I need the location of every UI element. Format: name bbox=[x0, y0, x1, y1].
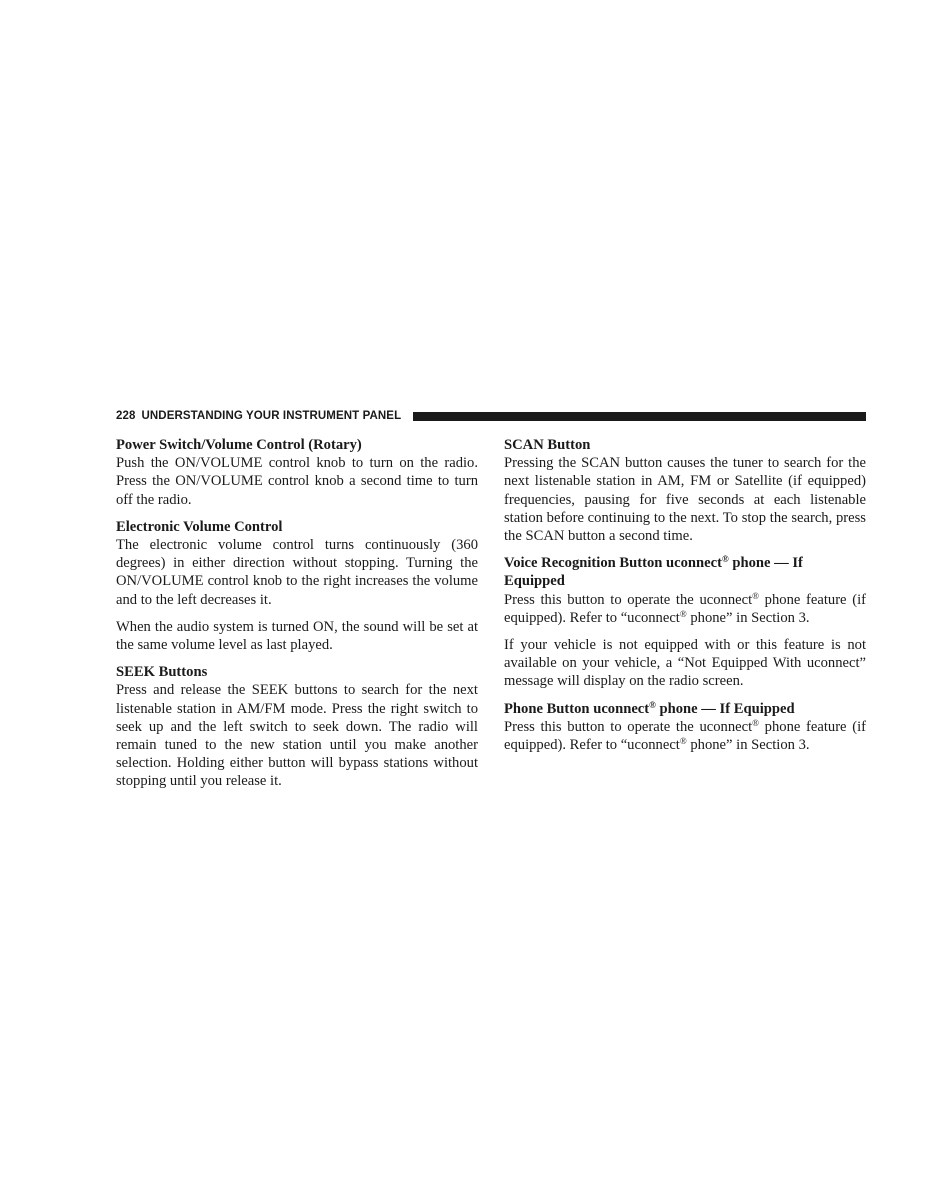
header-text bbox=[116, 410, 407, 422]
scan-heading: SCAN Button bbox=[504, 437, 591, 453]
page-header bbox=[116, 409, 866, 423]
registered-mark: ® bbox=[679, 736, 687, 747]
power-switch-body: Push the ON/VOLUME control knob to turn on the radio. Press the ON/VOLUME control knob a second time to turn off the radio. bbox=[116, 455, 478, 508]
phone-body-part-1: Press this button to operate the uconnect bbox=[504, 718, 753, 735]
voice-recognition-heading bbox=[504, 554, 866, 590]
seek-heading: SEEK Buttons bbox=[116, 664, 208, 681]
section-title: UNDERSTANDING YOUR INSTRUMENT PANEL bbox=[141, 410, 402, 422]
phone-heading-part-1: Phone Button uconnect bbox=[504, 700, 650, 717]
left-column bbox=[116, 436, 478, 800]
scan-section bbox=[504, 436, 866, 545]
electronic-volume-body: The electronic volume control turns continuously (360 degrees) in either direction without stopping. Turning the ON/VOLUME control knob to the right increases the volume and to the left decreases it. bbox=[116, 537, 478, 608]
registered-mark: ® bbox=[679, 608, 687, 619]
seek-section bbox=[116, 663, 478, 790]
voice-recognition-body-2: If your vehicle is not equipped with or this feature is not available on your vehicle, a “Not Equipped With uconnect” message will display on the radio screen. bbox=[504, 637, 866, 690]
header-rule bbox=[413, 412, 866, 421]
power-switch-section bbox=[116, 436, 478, 509]
electronic-volume-section bbox=[116, 518, 478, 654]
electronic-volume-heading: Electronic Volume Control bbox=[116, 518, 283, 535]
registered-mark: ® bbox=[649, 699, 656, 710]
phone-button-heading bbox=[504, 700, 866, 718]
power-switch-heading: Power Switch/Volume Control (Rotary) bbox=[116, 437, 362, 453]
electronic-volume-body-2: When the audio system is turned ON, the sound will be set at the same volume level as last played. bbox=[116, 618, 478, 654]
phone-button-section bbox=[504, 700, 866, 755]
phone-heading-part-2: phone — If Equipped bbox=[655, 700, 795, 717]
scan-body: Pressing the SCAN button causes the tuner to search for the next listenable station in AM, FM or Satellite (if equipped) frequencies, pausing for five seconds at each listenable station before continuing to the next. To stop the search, press the SCAN button a second time. bbox=[504, 455, 866, 545]
phone-button-body bbox=[504, 718, 866, 754]
registered-mark: ® bbox=[752, 590, 759, 601]
voice-heading-part-2: phone — If Equipped bbox=[504, 555, 803, 590]
page-number: 228 bbox=[116, 410, 136, 422]
voice-recognition-section bbox=[504, 554, 866, 690]
voice-body-part-1: Press this button to operate the uconnect bbox=[504, 591, 753, 608]
voice-heading-part-1: Voice Recognition Button uconnect bbox=[504, 555, 722, 572]
voice-recognition-body bbox=[504, 591, 866, 627]
phone-body-part-2: phone feature (if equipped). Refer to “uconnect bbox=[504, 718, 866, 754]
registered-mark: ® bbox=[721, 554, 729, 565]
voice-body-part-3: phone” in Section 3. bbox=[686, 609, 810, 626]
voice-body-part-2: phone feature (if equipped). Refer to “uconnect bbox=[504, 591, 866, 626]
seek-body: Press and release the SEEK buttons to search for the next listenable station in AM/FM mode. Press the right switch to seek up and the left switch to seek down. The radio will remain tuned to the new station until you make another selection. Holding either button will bypass stations without stopping until you release it. bbox=[116, 682, 478, 790]
phone-body-part-3: phone” in Section 3. bbox=[686, 737, 810, 754]
right-column bbox=[504, 436, 866, 763]
registered-mark: ® bbox=[752, 717, 759, 728]
